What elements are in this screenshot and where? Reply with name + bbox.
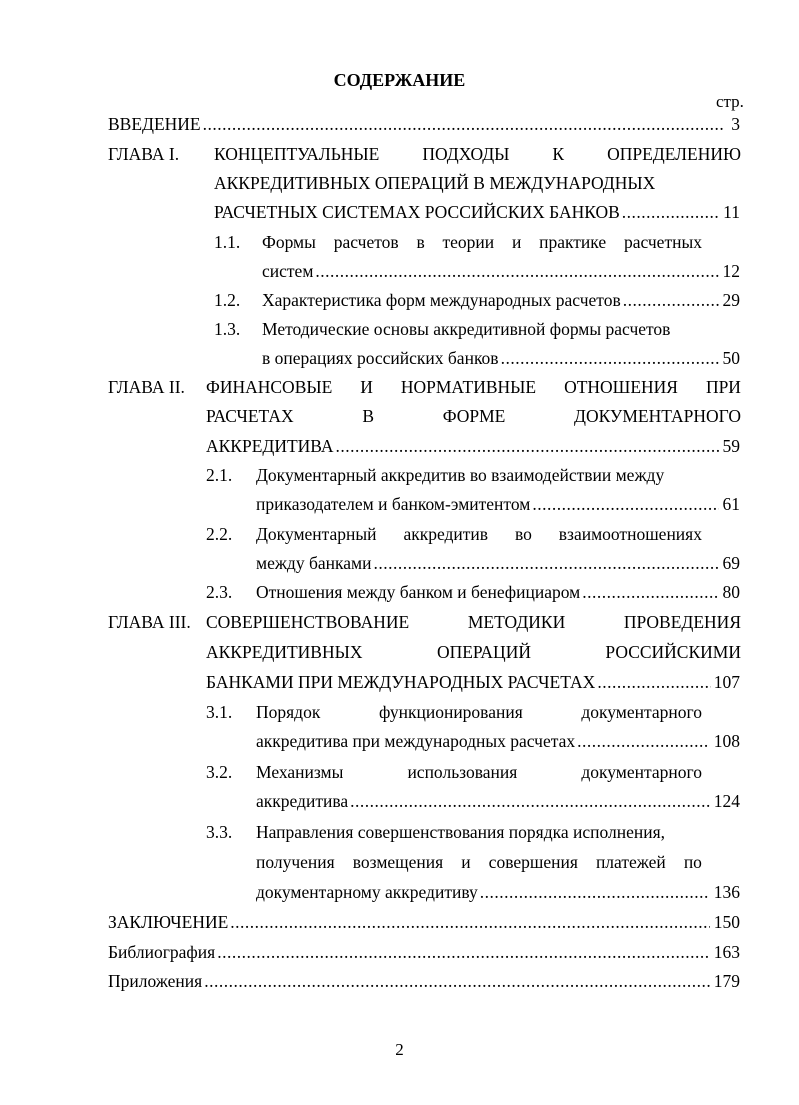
- toc-entry-intro[interactable]: [108, 110, 724, 138]
- toc-page: 80: [722, 582, 740, 602]
- toc-section-3-1-line2[interactable]: аккредитива при международных расчетах .....: [256, 727, 710, 755]
- toc-page: 3: [731, 114, 740, 134]
- section-number: 3.3.: [206, 822, 233, 842]
- page-number: 2: [395, 1040, 404, 1059]
- section-number: 1.1.: [214, 232, 241, 252]
- toc-page: 179: [713, 971, 740, 991]
- page-column-header: стр.: [716, 92, 744, 111]
- toc-page: 50: [722, 348, 740, 368]
- chapter-number: ГЛАВА III.: [108, 612, 191, 632]
- toc-chapter-2-line1[interactable]: ФИНАНСОВЫЕ И НОРМАТИВНЫЕ ОТНОШЕНИЯ ПРИ: [206, 377, 741, 397]
- toc-section-3-2-line1[interactable]: Механизмы использования документарного: [256, 762, 702, 782]
- toc-entry-bibliography[interactable]: Библиография .....: [108, 938, 710, 966]
- section-number: 1.3.: [214, 319, 241, 339]
- section-number: 3.1.: [206, 702, 233, 722]
- toc-section-3-3-line2[interactable]: получения возмещения и совершения платежей по: [256, 852, 702, 872]
- toc-chapter-1-line3[interactable]: РАСЧЕТНЫХ СИСТЕМАХ РОССИЙСКИХ БАНКОВ .....: [214, 198, 719, 226]
- toc-page: 12: [722, 261, 740, 281]
- toc-section-1-3-line1[interactable]: Методические основы аккредитивной формы расчетов: [262, 319, 671, 339]
- toc-section-3-2-line2[interactable]: аккредитива .....: [256, 787, 710, 815]
- toc-page: 150: [713, 912, 740, 932]
- page-title: СОДЕРЖАНИЕ: [333, 70, 466, 90]
- toc-section-1-2[interactable]: Характеристика форм международных расчетов .....: [262, 286, 719, 314]
- toc-page: 29: [722, 290, 740, 310]
- toc-section-1-1-line1[interactable]: Формы расчетов в теории и практике расчетных: [262, 232, 702, 252]
- section-number: 2.1.: [206, 465, 233, 485]
- section-number: 2.3.: [206, 582, 233, 602]
- section-number: 3.2.: [206, 762, 233, 782]
- toc-section-3-3-line1[interactable]: Направления совершенствования порядка исполнения,: [256, 822, 666, 842]
- toc-section-2-2-line2[interactable]: между банками .....: [256, 549, 719, 577]
- toc-entry-conclusion[interactable]: ЗАКЛЮЧЕНИЕ .....: [108, 908, 710, 936]
- toc-section-2-3[interactable]: Отношения между банком и бенефициаром .....: [256, 578, 719, 606]
- toc-page: 108: [713, 731, 740, 751]
- toc-page: 124: [713, 791, 740, 811]
- toc-chapter-1-line2: АККРЕДИТИВНЫХ ОПЕРАЦИЙ В МЕЖДУНАРОДНЫХ: [214, 173, 656, 193]
- toc-chapter-3-line1[interactable]: СОВЕРШЕНСТВОВАНИЕ МЕТОДИКИ ПРОВЕДЕНИЯ: [206, 612, 741, 632]
- toc-chapter-3-line3[interactable]: БАНКАМИ ПРИ МЕЖДУНАРОДНЫХ РАСЧЕТАХ .....: [206, 668, 711, 696]
- toc-section-2-2-line1[interactable]: Документарный аккредитив во взаимоотношениях: [256, 524, 702, 544]
- toc-page: 59: [722, 436, 740, 456]
- toc-page: 69: [722, 553, 740, 573]
- toc-page: 163: [713, 942, 740, 962]
- toc-section-3-3-line3[interactable]: документарному аккредитиву .....: [256, 878, 710, 906]
- section-number: 1.2.: [214, 290, 241, 310]
- section-number: 2.2.: [206, 524, 233, 544]
- toc-label: ВВЕДЕНИЕ: [108, 110, 203, 138]
- toc-chapter-2-line3[interactable]: АККРЕДИТИВА .....: [206, 432, 719, 460]
- toc-chapter-3-line2[interactable]: АККРЕДИТИВНЫХ ОПЕРАЦИЙ РОССИЙСКИМИ: [206, 642, 741, 662]
- toc-section-2-1-line1[interactable]: Документарный аккредитив во взаимодействии между: [256, 465, 665, 485]
- toc-page: 136: [713, 882, 740, 902]
- chapter-number: ГЛАВА I.: [108, 144, 180, 164]
- toc-page: 61: [722, 494, 740, 514]
- toc-page: 107: [713, 672, 740, 692]
- toc-chapter-1-line1[interactable]: КОНЦЕПТУАЛЬНЫЕ ПОДХОДЫ К ОПРЕДЕЛЕНИЮ: [214, 144, 741, 164]
- toc-section-2-1-line2[interactable]: приказодателем и банком-эмитентом .....: [256, 490, 719, 518]
- toc-section-1-3-line2[interactable]: в операциях российских банков .....: [262, 344, 719, 372]
- toc-section-3-1-line1[interactable]: Порядок функционирования документарного: [256, 702, 702, 722]
- chapter-number: ГЛАВА II.: [108, 377, 185, 397]
- toc-page: 11: [723, 202, 740, 222]
- toc-section-1-1-line2[interactable]: систем .....: [262, 257, 719, 285]
- toc-chapter-2-line2[interactable]: РАСЧЕТАХ В ФОРМЕ ДОКУМЕНТАРНОГО: [206, 406, 741, 426]
- toc-entry-appendix[interactable]: Приложения .....: [108, 967, 710, 995]
